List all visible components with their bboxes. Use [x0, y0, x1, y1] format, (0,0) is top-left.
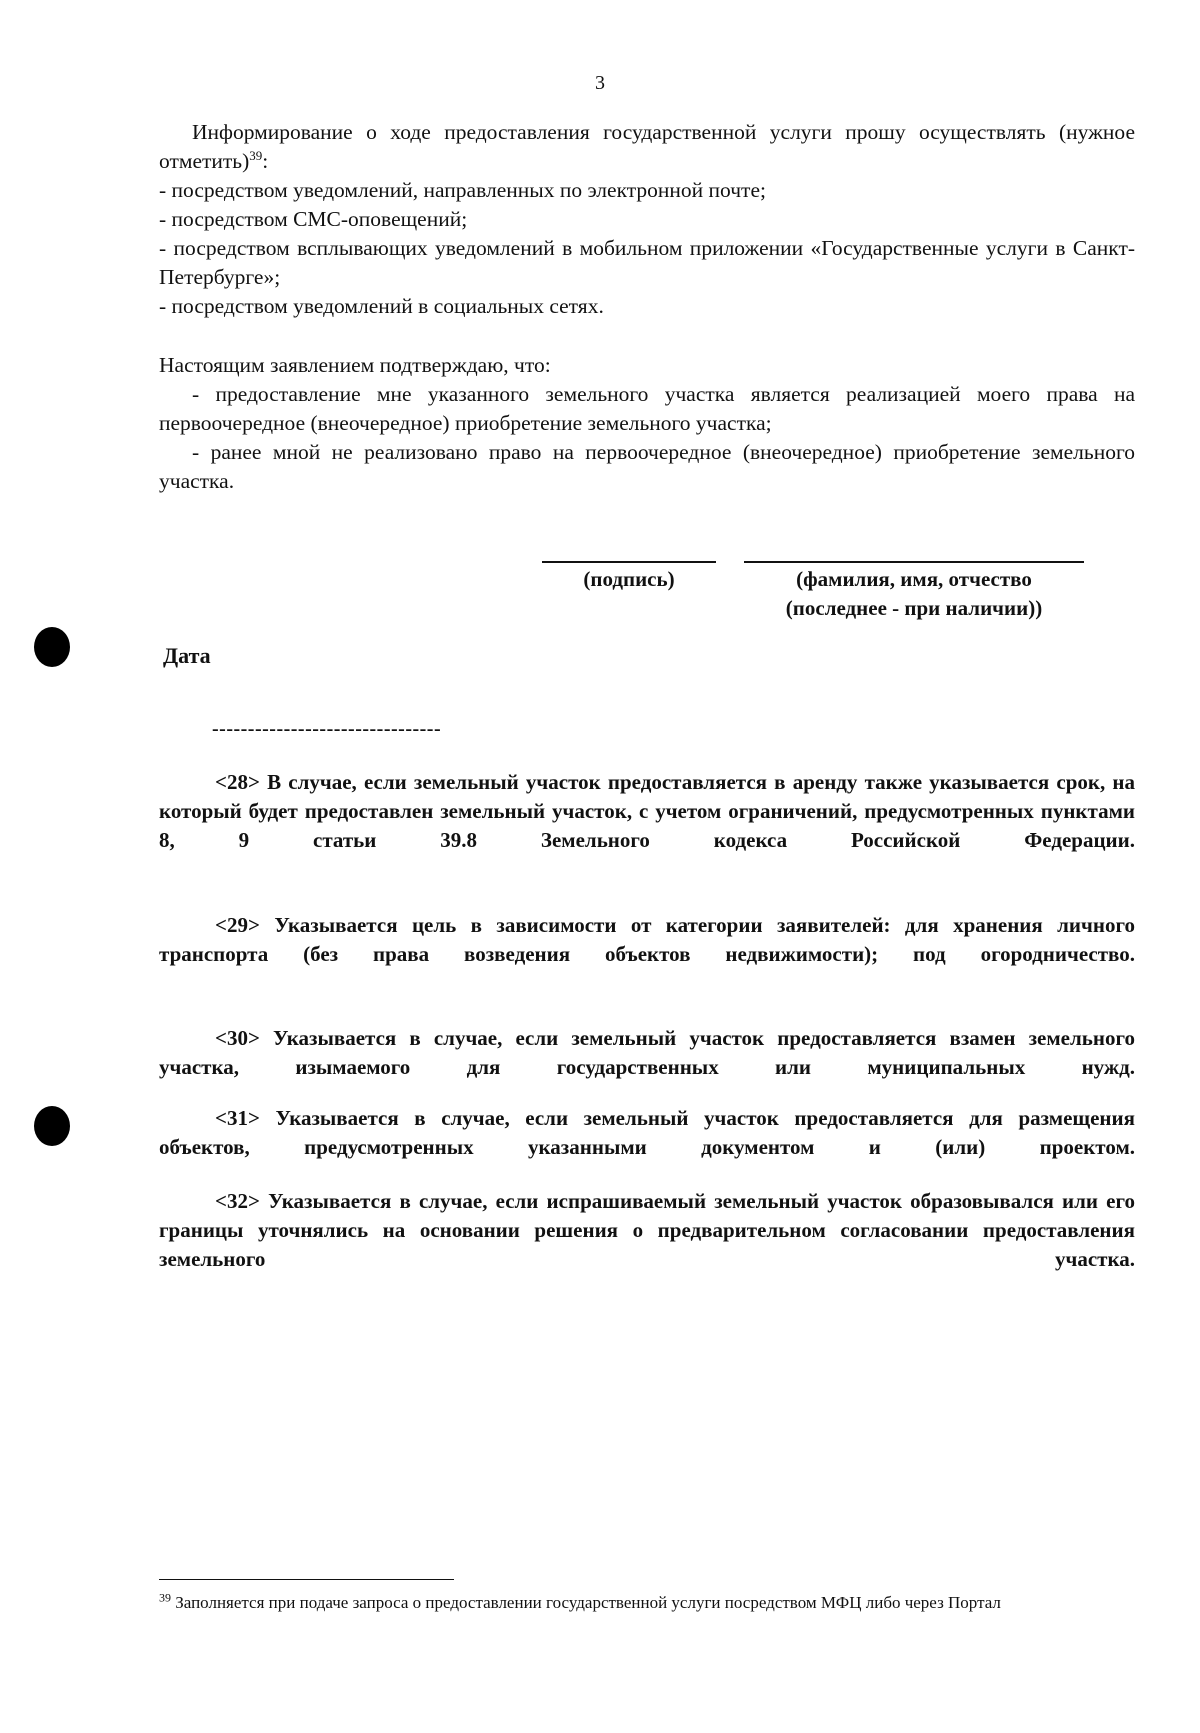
- notes-separator: --------------------------------: [212, 718, 442, 740]
- footnote-ref: 39: [249, 147, 263, 163]
- info-intro-colon: :: [262, 149, 269, 173]
- note-30: <30> Указывается в случае, если земельный участок предоставляется взамен земельного участка, изымаемого для государственных или муниципальных нужд.: [159, 1026, 1135, 1079]
- footnote-marker: 39: [159, 1590, 171, 1605]
- footnote: [159, 1591, 1135, 1615]
- signature-caption: (подпись): [583, 567, 675, 591]
- signature-line[interactable]: [542, 561, 716, 563]
- full-name-caption-2: (последнее - при наличии)): [785, 596, 1043, 620]
- option-label: - посредством уведомлений, направленных по электронной почте;: [159, 178, 766, 202]
- info-intro-text: Информирование о ходе предоставления государственной услуги прошу осуществлять (нужное отметить): [159, 120, 1135, 173]
- full-name-caption-1: (фамилия, имя, отчество: [796, 567, 1032, 591]
- note-28: <28> В случае, если земельный участок предоставляется в аренду также указывается срок, на который будет предоставлен земельный участок, с учетом ограничений, предусмотренных пунктами 8, 9 статьи 39.8 Земельного кодекса Российской Федерации.: [159, 770, 1135, 852]
- option-label: - посредством уведомлений в социальных сетях.: [159, 294, 604, 318]
- note-29: <29> Указывается цель в зависимости от категории заявителей: для хранения личного транспорта (без права возведения объектов недвижимости); под огородничество.: [159, 913, 1135, 966]
- option-mobile-app: [159, 234, 1135, 292]
- option-label: - посредством всплывающих уведомлений в мобильном приложении «Государственные услуги в Санкт-Петербурге»;: [159, 236, 1135, 289]
- option-social: [159, 292, 1135, 321]
- page-number: 3: [595, 72, 605, 94]
- confirm-item-1: - предоставление мне указанного земельного участка является реализацией моего права на первоочередное (внеочередное) приобретение земельного участка;: [159, 382, 1135, 435]
- date-label: Дата: [163, 643, 211, 668]
- footnote-divider: [159, 1579, 454, 1580]
- confirm-intro: Настоящим заявлением подтверждаю, что:: [159, 353, 551, 377]
- punch-hole: [34, 627, 70, 667]
- option-label: - посредством СМС-оповещений;: [159, 207, 468, 231]
- confirm-item-2: - ранее мной не реализовано право на первоочередное (внеочередное) приобретение земельного участка.: [159, 440, 1135, 493]
- note-32: <32> Указывается в случае, если испрашиваемый земельный участок образовывался или его границы уточнялись на основании решения о предварительном согласовании предоставления земельного участка.: [159, 1189, 1135, 1271]
- full-name-line[interactable]: [744, 561, 1084, 563]
- punch-hole: [34, 1106, 70, 1146]
- info-intro: [159, 118, 1135, 176]
- option-sms: [159, 205, 1135, 234]
- footnote-text: Заполняется при подаче запроса о предоставлении государственной услуги посредством МФЦ либо через Портал: [171, 1593, 1001, 1612]
- option-email: [159, 176, 1135, 205]
- note-31: <31> Указывается в случае, если земельный участок предоставляется для размещения объектов, предусмотренных указанными документом и (или) проектом.: [159, 1106, 1135, 1159]
